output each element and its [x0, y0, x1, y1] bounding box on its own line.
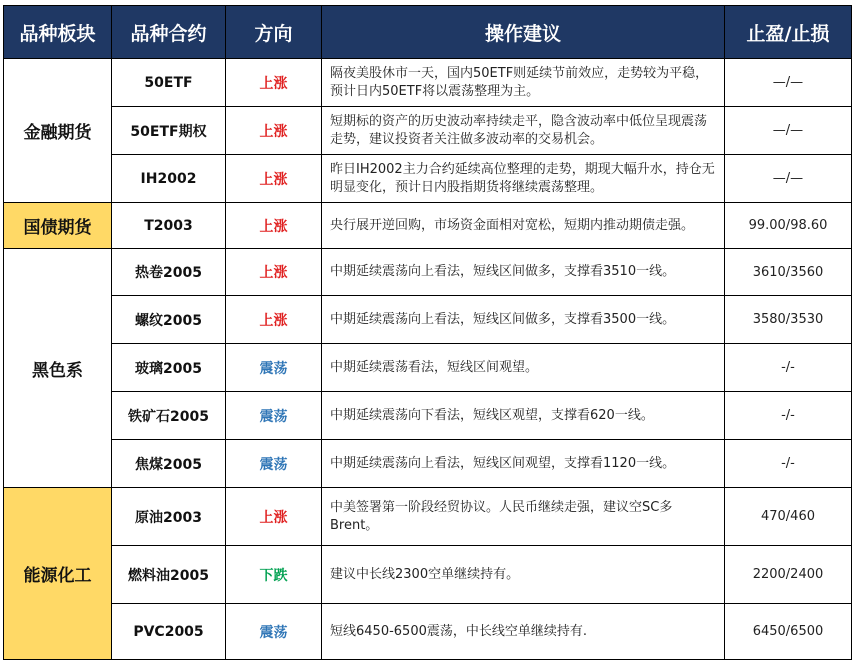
- direction-cell: 上涨: [226, 249, 322, 296]
- advice-text: 短线6450-6500震荡，中长线空单继续持有.: [330, 623, 587, 639]
- stop-cell: 3580/3530: [725, 296, 852, 344]
- advice-text: 短期标的资产的历史波动率持续走平，隐含波动率中低位呈现震荡走势，建议投资者关注做多波动率的交易机会。: [330, 113, 708, 147]
- contract-cell: 燃料油2005: [112, 546, 226, 604]
- section-financial: 金融期货: [4, 59, 112, 203]
- contract-cell: IH2002: [112, 155, 226, 203]
- advice-text: 中期延续震荡向上看法，短线区间做多，支撑看3500一线。: [330, 311, 676, 327]
- header-advice: 操作建议: [322, 6, 725, 59]
- direction-cell: 上涨: [226, 155, 322, 203]
- stop-cell: -/-: [725, 392, 852, 440]
- contract-cell: PVC2005: [112, 604, 226, 660]
- table-row: [4, 440, 852, 488]
- contract-cell: T2003: [112, 203, 226, 249]
- advice-text: 中期延续震荡看法，短线区间观望。: [330, 359, 539, 375]
- contract-cell: 焦煤2005: [112, 440, 226, 488]
- contract-cell: 螺纹2005: [112, 296, 226, 344]
- header-direction: 方向: [226, 6, 322, 59]
- stop-cell: -/-: [725, 344, 852, 392]
- header-sector: 品种板块: [4, 6, 112, 59]
- stop-cell: 2200/2400: [725, 546, 852, 604]
- stop-cell: 6450/6500: [725, 604, 852, 660]
- direction-cell: 上涨: [226, 107, 322, 155]
- section-treasury: 国债期货: [4, 203, 112, 249]
- direction-cell: 上涨: [226, 296, 322, 344]
- advice-text: 建议中长线2300空单继续持有。: [330, 566, 520, 582]
- contract-cell: 热卷2005: [112, 249, 226, 296]
- header-contract: 品种合约: [112, 6, 226, 59]
- advice-cell: [322, 107, 725, 155]
- table-row: [4, 59, 852, 107]
- stop-cell: 3610/3560: [725, 249, 852, 296]
- table-row: [4, 203, 852, 249]
- direction-cell: 上涨: [226, 203, 322, 249]
- stop-cell: —/—: [725, 155, 852, 203]
- header-row: [4, 6, 852, 59]
- advice-cell: [322, 604, 725, 660]
- contract-cell: 原油2003: [112, 488, 226, 546]
- advice-cell: [322, 344, 725, 392]
- stop-cell: —/—: [725, 59, 852, 107]
- direction-cell: 震荡: [226, 344, 322, 392]
- advice-cell: [322, 488, 725, 546]
- contract-cell: 铁矿石2005: [112, 392, 226, 440]
- section-energy-chem: 能源化工: [4, 488, 112, 660]
- direction-cell: 上涨: [226, 488, 322, 546]
- advice-text: 央行展开逆回购，市场资金面相对宽松，短期内推动期债走强。: [330, 217, 695, 233]
- stop-cell: -/-: [725, 440, 852, 488]
- table-row: [4, 107, 852, 155]
- advice-cell: [322, 392, 725, 440]
- table-row: [4, 249, 852, 296]
- contract-cell: 玻璃2005: [112, 344, 226, 392]
- table-row: [4, 344, 852, 392]
- advice-text: 中期延续震荡向上看法，短线区间观望，支撑看1120一线。: [330, 455, 676, 471]
- table-row: [4, 296, 852, 344]
- table-row: [4, 488, 852, 546]
- advice-text: 中期延续震荡向上看法，短线区间做多，支撑看3510一线。: [330, 264, 676, 279]
- table-row: [4, 392, 852, 440]
- direction-cell: 下跌: [226, 546, 322, 604]
- stop-cell: —/—: [725, 107, 852, 155]
- advice-cell: [322, 59, 725, 107]
- direction-cell: 上涨: [226, 59, 322, 107]
- contract-cell: 50ETF: [112, 59, 226, 107]
- table-row: [4, 604, 852, 660]
- direction-cell: 震荡: [226, 604, 322, 660]
- advice-text: 隔夜美股休市一天，国内50ETF则延续节前效应，走势较为平稳，预计日内50ETF将以震荡整理为主。: [330, 65, 709, 99]
- stop-cell: 99.00/98.60: [725, 203, 852, 249]
- advice-cell: [322, 440, 725, 488]
- advice-text: 中期延续震荡向下看法，短线区观望，支撑看620一线。: [330, 407, 654, 423]
- strategy-table: [3, 5, 852, 660]
- section-ferrous: 黑色系: [4, 249, 112, 488]
- table-row: [4, 155, 852, 203]
- advice-cell: [322, 155, 725, 203]
- table-row: [4, 546, 852, 604]
- advice-cell: [322, 546, 725, 604]
- header-stop: 止盈/止损: [725, 6, 852, 59]
- advice-text: 昨日IH2002主力合约延续高位整理的走势，期现大幅升水，持仓无明显变化，预计日内股指期货将继续震荡整理。: [330, 161, 715, 195]
- stop-cell: 470/460: [725, 488, 852, 546]
- advice-cell: [322, 249, 725, 296]
- advice-cell: [322, 296, 725, 344]
- contract-cell: 50ETF期权: [112, 107, 226, 155]
- direction-cell: 震荡: [226, 392, 322, 440]
- advice-text: 中美签署第一阶段经贸协议。人民币继续走强，建议空SC多Brent。: [330, 499, 673, 533]
- direction-cell: 震荡: [226, 440, 322, 488]
- advice-cell: [322, 203, 725, 249]
